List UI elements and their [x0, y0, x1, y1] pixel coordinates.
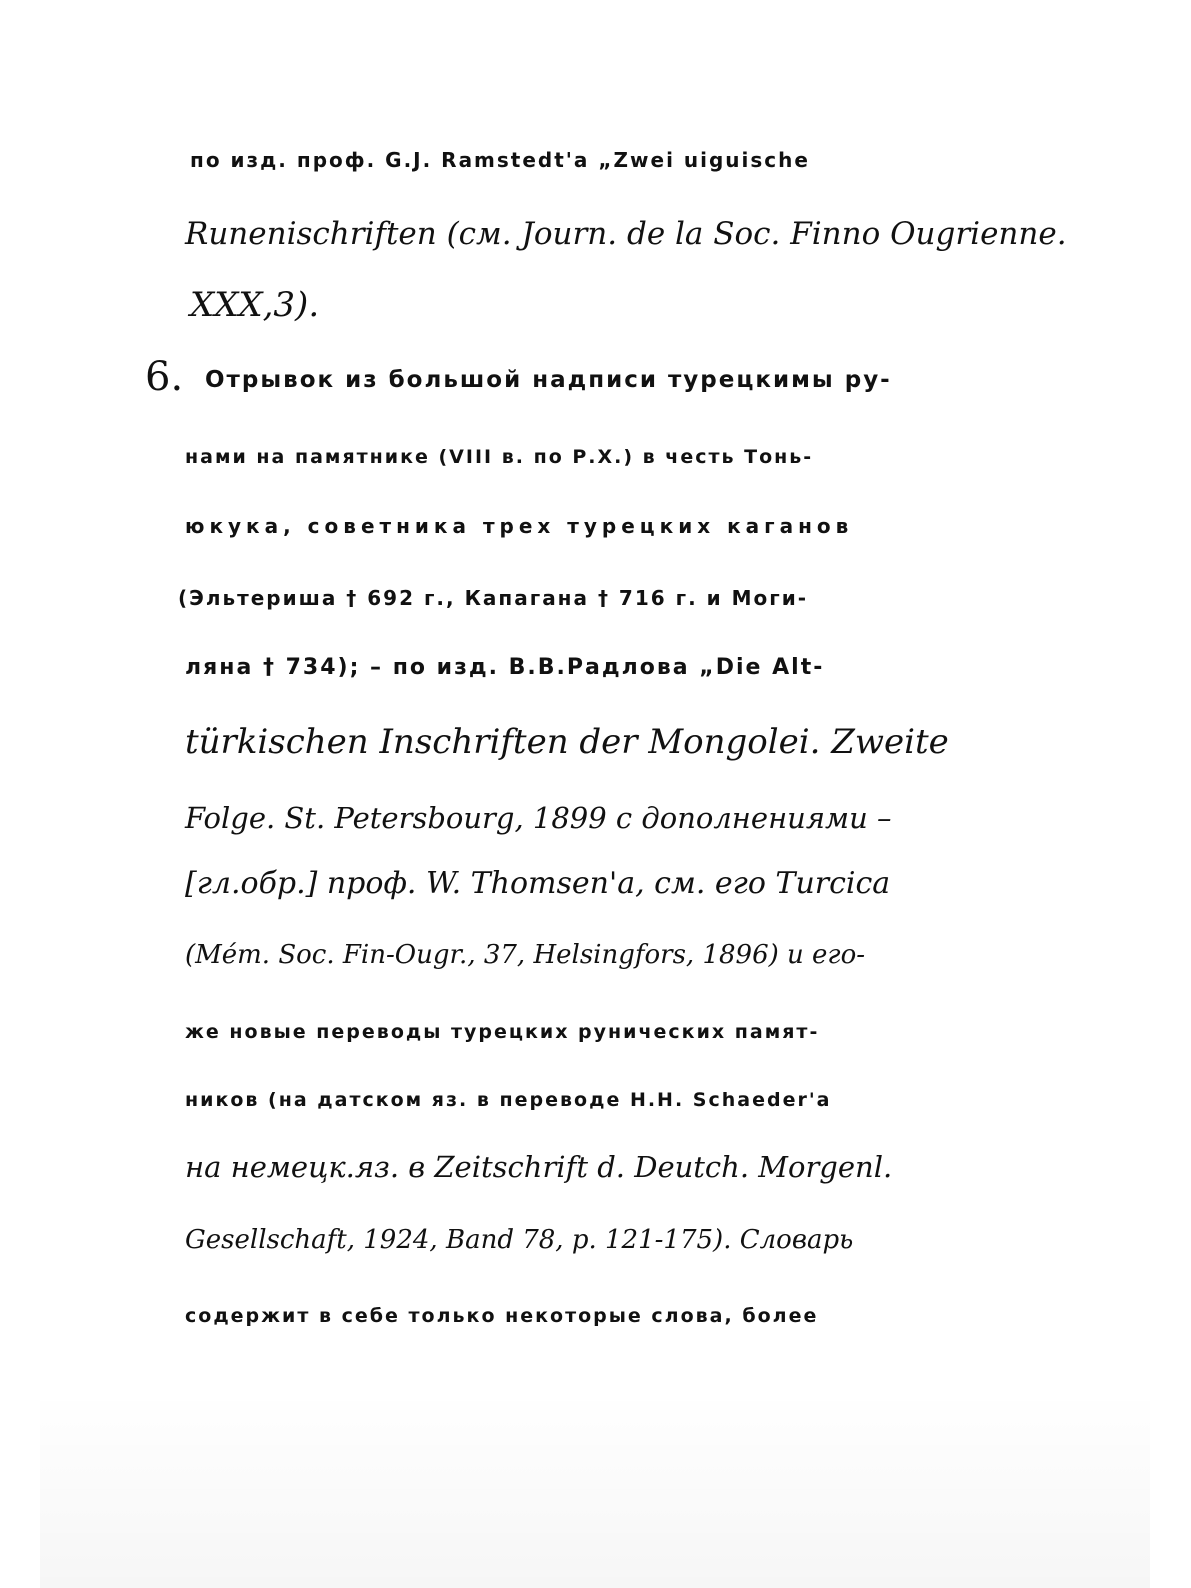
manuscript-line-16: [185, 1220, 853, 1260]
manuscript-line-10: [185, 798, 892, 838]
manuscript-line-8: [185, 648, 824, 688]
manuscript-line-17: [185, 1296, 818, 1336]
manuscript-line-14: [185, 1080, 831, 1120]
manuscript-line-9: [185, 722, 949, 762]
manuscript-line-1: [190, 140, 810, 180]
line-13-text: же новые переводы турецких рунических памят-: [185, 1021, 820, 1043]
line-1-text: по изд. проф. G.J. Ramstedt'a „Zwei uiguische: [190, 148, 810, 172]
line-6-text: юкука, советника трех турецких каганов: [185, 514, 854, 538]
manuscript-line-7: [178, 578, 808, 618]
line-16-text: Gesellschaft, 1924, Band 78, p. 121-175). Словарь: [185, 1225, 854, 1255]
line-17-text: содержит в себе только некоторые слова, более: [185, 1305, 819, 1327]
line-2-text: Runenischriften (см. Journ. de la Soc. Finno Ougrienne.: [185, 216, 1067, 252]
manuscript-line-12: [185, 935, 865, 975]
manuscript-line-11: [185, 864, 890, 904]
manuscript-line-6: [185, 506, 853, 546]
line-7-text: (Эльтериша † 692 г., Капагана † 716 г. и Моги-: [178, 586, 809, 610]
line-5-text: нами на памятнике (VIII в. по Р.Х.) в честь Тонь-: [185, 446, 814, 468]
line-3-text: XXX,3).: [190, 285, 320, 325]
line-4-text: Отрывок из большой надписи турецкимы ру-: [205, 367, 892, 393]
line-15-text: на немецк.яз. в Zeitschrift d. Deutch. Morgenl.: [185, 1150, 893, 1184]
line-9-text: türkischen Inschriften der Mongolei. Zweite: [185, 722, 949, 762]
line-11-text: [гл.обр.] проф. W. Thomsen'a, см. его Turcica: [185, 866, 891, 901]
line-10-text: Folge. St. Petersbourg, 1899 с дополнениями –: [185, 801, 892, 835]
line-12-text: (Mém. Soc. Fin-Ougr., 37, Helsingfors, 1896) и его-: [185, 940, 866, 970]
manuscript-line-15: [185, 1147, 892, 1187]
line-8-text: ляна † 734); – по изд. В.В.Радлова „Die Alt-: [185, 655, 825, 680]
manuscript-line-5: [185, 437, 813, 477]
manuscript-line-4: [205, 360, 892, 400]
manuscript-line-2: [185, 214, 1067, 254]
manuscript-line-3: [190, 285, 319, 325]
scan-shade: [40, 1390, 1150, 1588]
item-number: 6.: [145, 354, 184, 400]
line-14-text: ников (на датском яз. в переводе H.H. Schaeder'а: [185, 1089, 832, 1111]
manuscript-line-13: [185, 1012, 819, 1052]
